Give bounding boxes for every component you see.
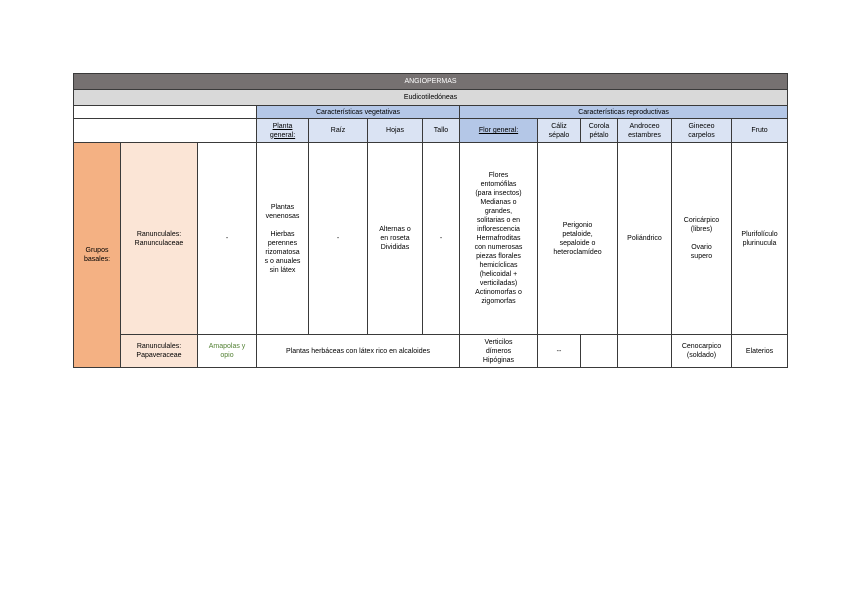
vegetative-section-header: Características vegetativas [257, 106, 460, 119]
reproductive-section-header: Características reproductivas [460, 106, 788, 119]
header-spacer [74, 106, 257, 119]
fruto-cell: Plurifolículo plurinucula [732, 143, 788, 335]
planta-cell: Plantas venenosas Hierbas perennes rizomatosa s o anuales sin látex [257, 143, 309, 335]
androceo-cell: Poliándrico [618, 143, 672, 335]
angiospermas-table [73, 73, 788, 368]
col-androceo: Androceo estambres [618, 119, 672, 143]
gineceo-cell: Cenocarpico (soldado) [672, 335, 732, 368]
col-hojas: Hojas [368, 119, 423, 143]
col-flor-general: Flor general: [460, 119, 538, 143]
flor-cell: Verticilos dímeros Hipóginas [460, 335, 538, 368]
caliz-cell: -- [538, 335, 581, 368]
col-fruto: Fruto [732, 119, 788, 143]
fruto-cell: Elaterios [732, 335, 788, 368]
col-caliz: Cáliz sépalo [538, 119, 581, 143]
androceo-cell [618, 335, 672, 368]
flor-cell: Flores entomófilas (para insectos) Medianas o grandes, solitarias o en inflorescencia Hermafroditas con numerosas piezas florales hemicíclicas (helicoidal + verticiladas) Actinomorfas o zigomorfas [460, 143, 538, 335]
family-cell: Ranunculales: Ranunculaceae [121, 143, 198, 335]
table-row [74, 335, 788, 368]
periant-cell: Perigonio petaloide, sepaloide o heteroclamídeo [538, 143, 618, 335]
corola-cell [581, 335, 618, 368]
raiz-cell: - [309, 143, 368, 335]
header-spacer-2 [74, 119, 257, 143]
common-name-cell: Amapolas y opio [198, 335, 257, 368]
gineceo-cell: Coricárpico (libres) Ovario supero [672, 143, 732, 335]
family-cell: Ranunculales: Papaveraceae [121, 335, 198, 368]
table-subtitle: Eudicotiledóneas [74, 90, 788, 106]
group-label: Grupos basales: [74, 143, 121, 368]
col-raiz: Raíz [309, 119, 368, 143]
col-planta-general: Planta general: [257, 119, 309, 143]
col-tallo: Tallo [423, 119, 460, 143]
table-title: ANGIOPERMAS [74, 74, 788, 90]
col-gineceo: Gineceo carpelos [672, 119, 732, 143]
hojas-cell: Alternas o en roseta Divididas [368, 143, 423, 335]
tallo-cell: - [423, 143, 460, 335]
common-name-cell: - [198, 143, 257, 335]
vegetativas-cell: Plantas herbáceas con látex rico en alcaloides [257, 335, 460, 368]
table-row [74, 143, 788, 335]
col-corola: Corola pétalo [581, 119, 618, 143]
